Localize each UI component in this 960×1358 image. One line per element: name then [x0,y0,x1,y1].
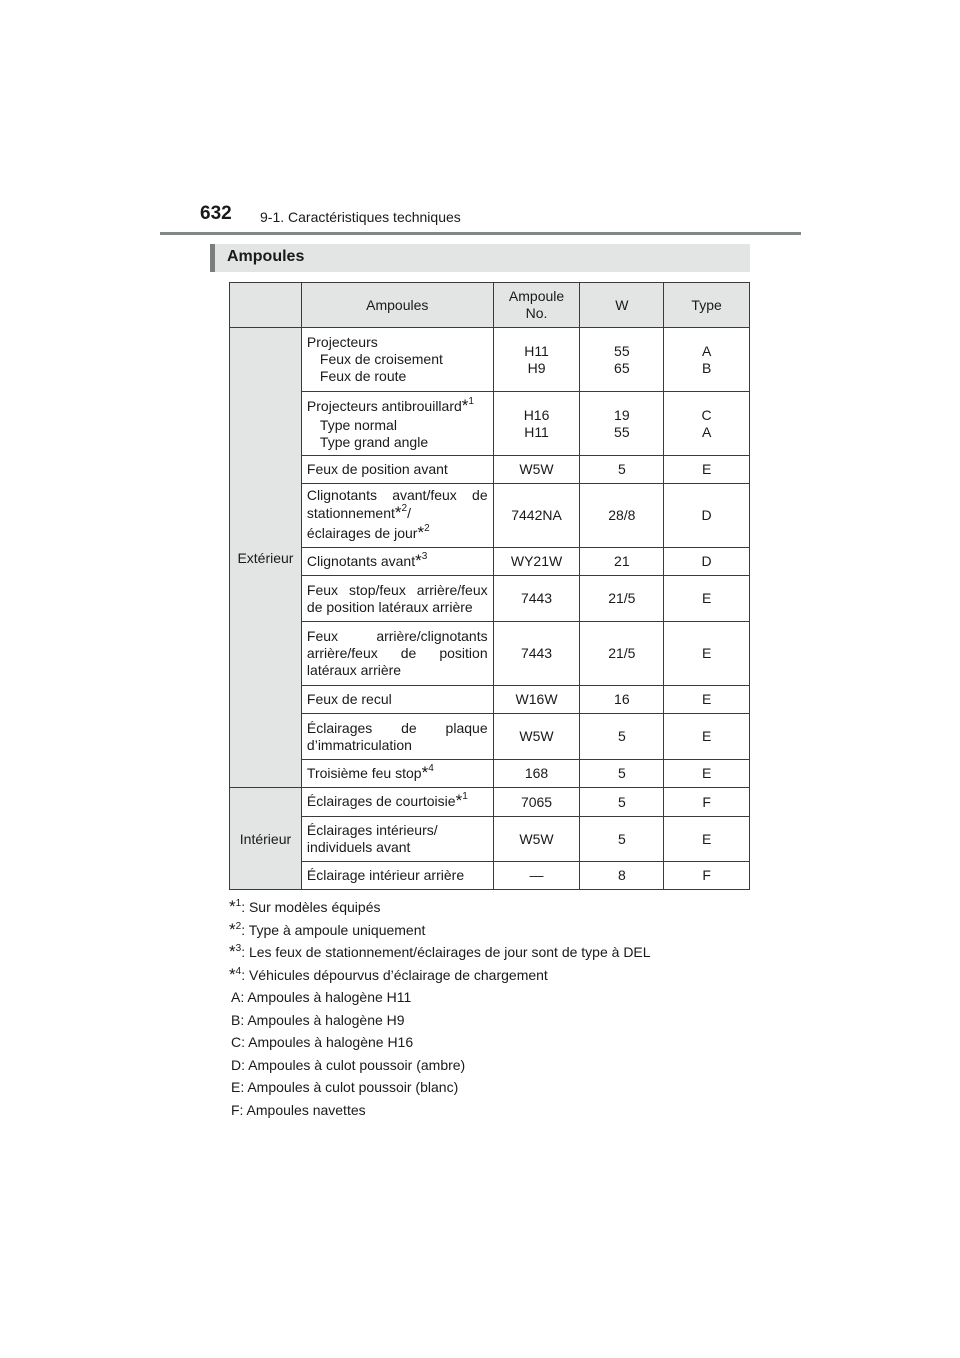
bulb-name: Feux de position avant [301,456,493,484]
bulb-name: Feux arrière/clignotants arrière/feux de position latéraux arrière [301,622,493,686]
footnote: *$^2$: Type à ampoule uniquement [229,919,426,939]
footnote-marker: * [461,395,469,415]
bulb-watts: 5 [580,714,664,760]
bulb-type: E [664,622,750,686]
bulb-type: E [664,456,750,484]
bulb-no: W5W [493,456,580,484]
header-bulb-no: Ampoule No. [493,283,580,328]
bulb-type: E [664,817,750,862]
bulb-type: D [664,548,750,576]
bulb-type: C A [664,392,750,456]
header-type: Type [664,283,750,328]
table-row [230,576,750,622]
bulb-no: 168 [493,760,580,788]
bulb-type: E [664,576,750,622]
bulb-no: W5W [493,817,580,862]
bulb-name: Troisième feu stop*$^4$ [301,760,493,788]
bulb-watts: 5 [580,788,664,817]
header-group [230,283,302,328]
bulb-type: E [664,686,750,714]
bulb-name: Feux de recul [301,686,493,714]
bulb-name: Éclairages de plaque d’immatriculation [301,714,493,760]
bulb-name: Éclairage intérieur arrière [301,862,493,890]
group-exterior: Extérieur [230,328,302,788]
table-row [230,760,750,788]
page-number: 632 [200,203,232,224]
table-row [230,686,750,714]
footnotes [229,896,651,986]
footnote: *$^4$: Véhicules dépourvus d’éclairage de chargement [229,964,548,984]
legend-item: D: Ampoules à culot poussoir (ambre) [231,1056,466,1073]
bulb-name: Projecteurs Feux de croisement Feux de route [301,328,493,392]
bulb-type: E [664,714,750,760]
bulb-watts: 21 [580,548,664,576]
header-watts: W [580,283,664,328]
bulb-watts: 5 [580,817,664,862]
table-row [230,714,750,760]
bulb-no: 7442NA [493,484,580,548]
bulb-name: Projecteurs antibrouillard*$^1$ Type normal Type grand angle [301,392,493,456]
table-header-row [230,283,750,328]
legend-item: F: Ampoules navettes [231,1101,366,1118]
bulb-name: Clignotants avant/feux de stationnement*$^2$/ éclairages de jour*$^2$ [301,484,493,548]
footnote: *$^3$: Les feux de stationnement/éclairages de jour sont de type à DEL [229,942,651,962]
bulb-type: E [664,760,750,788]
bulb-name: Feux stop/feux arrière/feux de position latéraux arrière [301,576,493,622]
table-row [230,328,750,392]
table-row [230,622,750,686]
footnote: *$^1$: Sur modèles équipés [229,897,381,916]
table-row [230,392,750,456]
bulb-watts: 55 65 [580,328,664,392]
bulb-no: W16W [493,686,580,714]
bulb-watts: 5 [580,456,664,484]
chapter-title: 9-1. Caractéristiques techniques [260,209,461,225]
table-row [230,788,750,817]
bulb-watts: 16 [580,686,664,714]
section-header [210,244,750,272]
bulb-no: 7443 [493,622,580,686]
bulb-watts: 21/5 [580,576,664,622]
legend-item: E: Ampoules à culot poussoir (blanc) [231,1079,459,1096]
legend-item: A: Ampoules à halogène H11 [231,989,412,1005]
bulb-watts: 19 55 [580,392,664,456]
table-row [230,548,750,576]
bulbs-table [229,282,750,890]
table-row [230,862,750,890]
table-row [230,456,750,484]
section-title: Ampoules [227,248,305,265]
bulb-type: A B [664,328,750,392]
group-interior: Intérieur [230,788,302,890]
bulb-watts: 8 [580,862,664,890]
bulb-name: Éclairages intérieurs/ individuels avant [301,817,493,862]
bulb-no: W5W [493,714,580,760]
bulb-no: H16 H11 [493,392,580,456]
bulb-watts: 5 [580,760,664,788]
type-legend [231,986,465,1122]
bulb-no: 7443 [493,576,580,622]
table-row [230,817,750,862]
bulb-no: H11 H9 [493,328,580,392]
bulb-name: Éclairages de courtoisie*$^1$ [301,788,493,817]
bulb-no: WY21W [493,548,580,576]
table-row [230,484,750,548]
legend-item: B: Ampoules à halogène H9 [231,1011,405,1028]
bulb-watts: 28/8 [580,484,664,548]
legend-item: C: Ampoules à halogène H16 [231,1034,414,1051]
bulb-name: Clignotants avant*$^3$ [301,548,493,576]
bulb-type: F [664,788,750,817]
header-divider [160,232,801,235]
header-bulbs: Ampoules [301,283,493,328]
bulb-no: — [493,862,580,890]
bulb-watts: 21/5 [580,622,664,686]
bulb-type: F [664,862,750,890]
bulb-no: 7065 [493,788,580,817]
bulb-type: D [664,484,750,548]
